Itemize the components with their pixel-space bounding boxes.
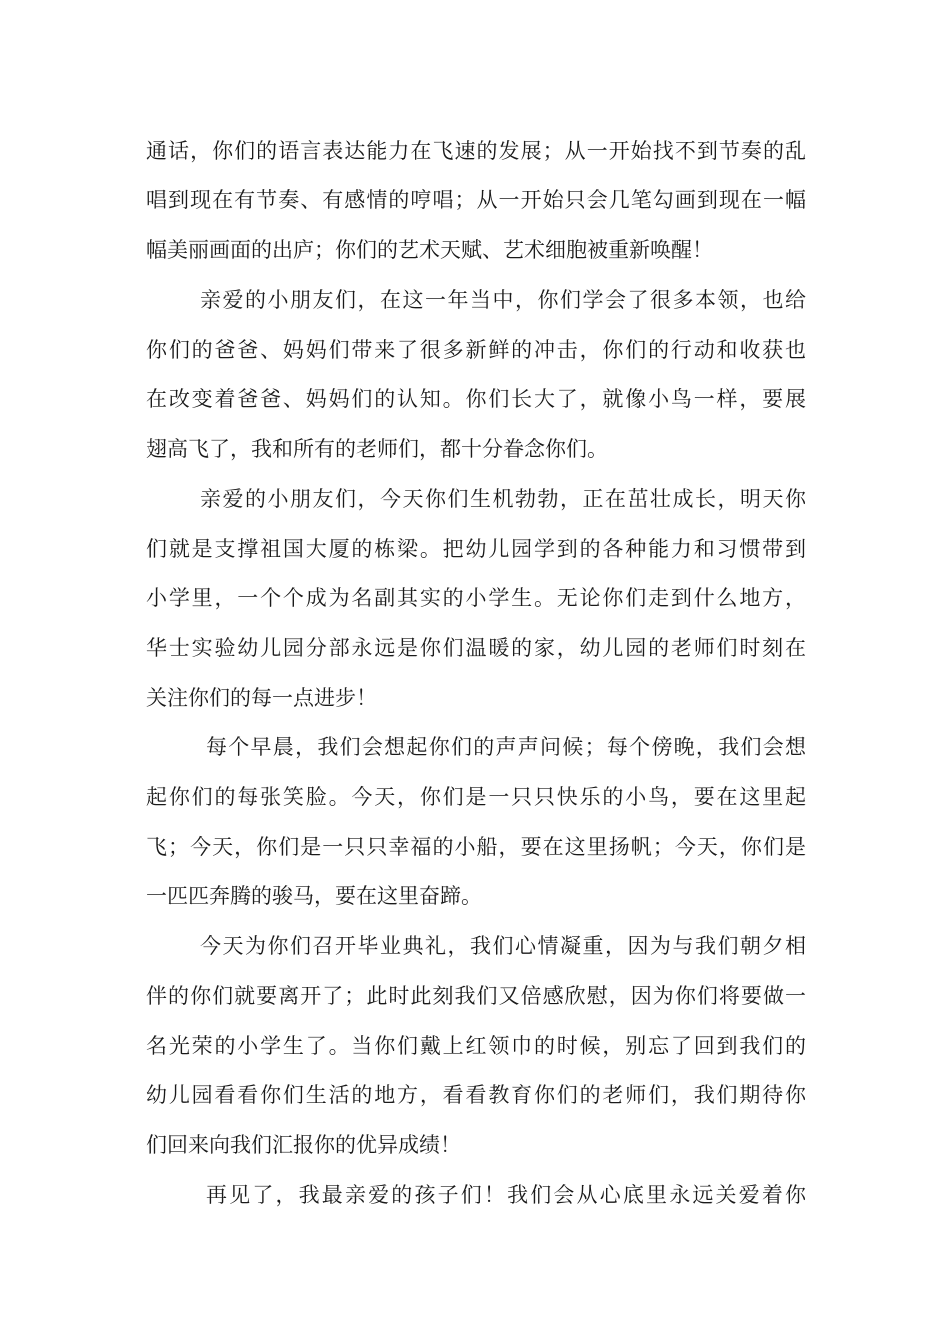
text-line: 小学里，一个个成为名副其实的小学生。无论你们走到什么地方，: [146, 586, 806, 610]
text-line: 幅美丽画面的出庐；你们的艺术天赋、艺术细胞被重新唤醒！: [146, 238, 713, 262]
text-line: 唱到现在有节奏、有感情的哼唱；从一开始只会几笔勾画到现在一幅: [146, 188, 806, 212]
text-line: 你们的爸爸、妈妈们带来了很多新鲜的冲击，你们的行动和收获也: [146, 338, 806, 362]
text-line: 在改变着爸爸、妈妈们的认知。你们长大了，就像小鸟一样，要展: [146, 387, 806, 411]
text-line: 飞；今天，你们是一只只幸福的小船，要在这里扬帆；今天，你们是: [146, 835, 806, 859]
text-line: 幼儿园看看你们生活的地方，看看教育你们的老师们，我们期待你: [146, 1083, 806, 1107]
text-line: 一匹匹奔腾的骏马，要在这里奋蹄。: [146, 884, 482, 908]
text-line: 亲爱的小朋友们，在这一年当中，你们学会了很多本领，也给: [200, 288, 806, 312]
text-line: 起你们的每张笑脸。今天，你们是一只只快乐的小鸟，要在这里起: [146, 785, 806, 809]
text-line: 每个早晨，我们会想起你们的声声问候；每个傍晚，我们会想: [206, 735, 806, 759]
text-line: 今天为你们召开毕业典礼，我们心情凝重，因为与我们朝夕相: [200, 934, 806, 958]
text-line: 再见了，我最亲爱的孩子们！我们会从心底里永远关爱着你: [206, 1183, 806, 1207]
text-line: 通话，你们的语言表达能力在飞速的发展；从一开始找不到节奏的乱: [146, 139, 806, 163]
text-line: 们回来向我们汇报你的优异成绩！: [146, 1133, 461, 1157]
text-line: 伴的你们就要离开了；此时此刻我们又倍感欣慰，因为你们将要做一: [146, 984, 806, 1008]
text-line: 关注你们的每一点进步！: [146, 686, 377, 710]
text-line: 们就是支撑祖国大厦的栋梁。把幼儿园学到的各种能力和习惯带到: [146, 537, 806, 561]
text-line: 名光荣的小学生了。当你们戴上红领巾的时候，别忘了回到我们的: [146, 1034, 806, 1058]
text-line: 翅高飞了，我和所有的老师们，都十分眷念你们。: [146, 437, 608, 461]
text-line: 亲爱的小朋友们，今天你们生机勃勃，正在茁壮成长，明天你: [200, 487, 806, 511]
text-line: 华士实验幼儿园分部永远是你们温暖的家，幼儿园的老师们时刻在: [146, 636, 806, 660]
